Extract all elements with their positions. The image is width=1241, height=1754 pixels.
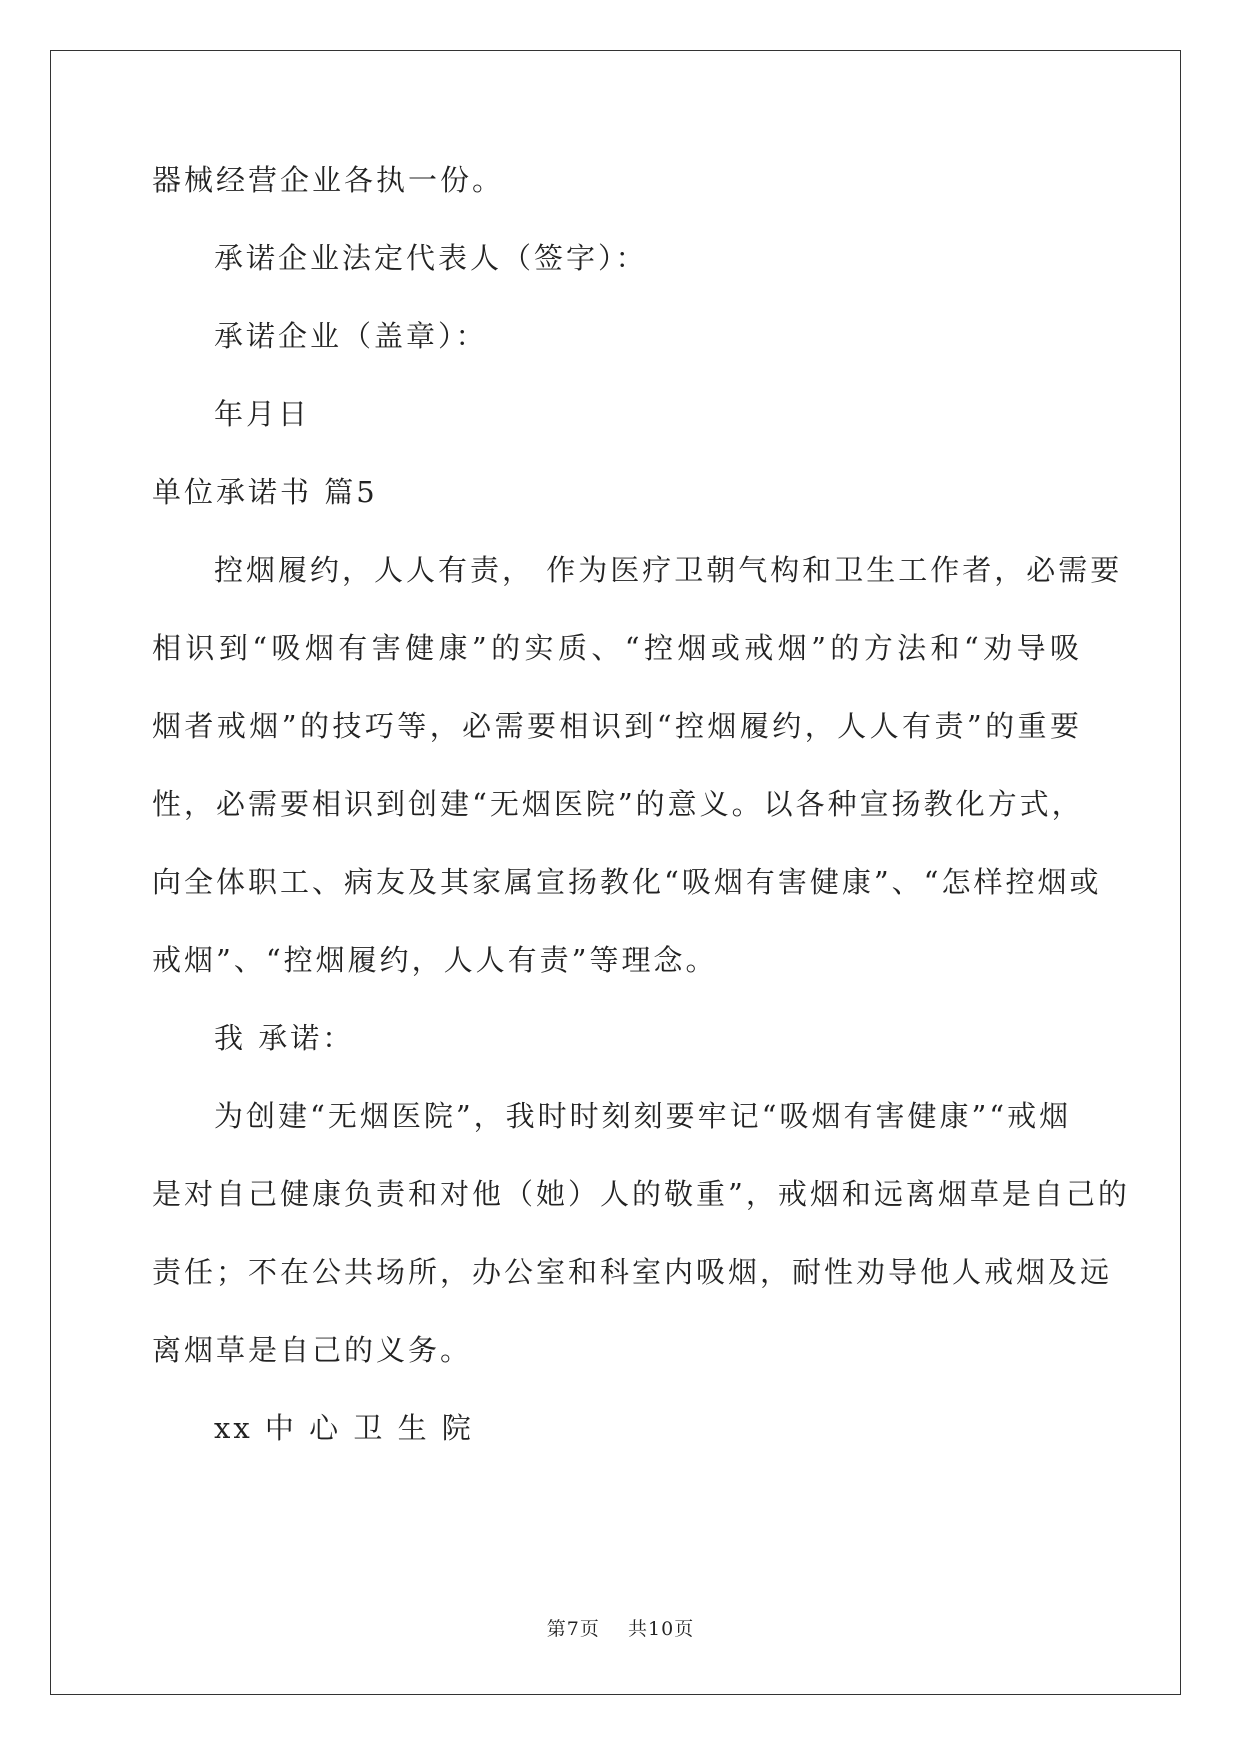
text-line-9: 性，必需要相识到创建“无烟医院”的意义。以各种宣扬教化方式， [152, 787, 1084, 821]
text-line-14: 是对自己健康负责和对他（她）人的敬重”，戒烟和远离烟草是自己的 [152, 1177, 1130, 1211]
text-line-1: 器械经营企业各执一份。 [152, 163, 505, 197]
pledge-heading: 我 承诺： [214, 1021, 355, 1055]
page-number: 第7页 [546, 1618, 600, 1640]
organization-name: xx 中 心 卫 生 院 [214, 1411, 474, 1445]
section-heading: 单位承诺书 篇5 [152, 475, 378, 509]
signature-rep-line: 承诺企业法定代表人（签字）： [214, 241, 648, 275]
text-line-6: 控烟履约，人人有责， 作为医疗卫朝气构和卫生工作者，必需要 [214, 553, 1123, 587]
text-line-7: 相识到“吸烟有害健康”的实质、“控烟或戒烟”的方法和“劝导吸 [152, 631, 1082, 665]
text-line-8: 烟者戒烟”的技巧等，必需要相识到“控烟履约，人人有责”的重要 [152, 709, 1082, 743]
page-footer [0, 1614, 1241, 1641]
text-line-11: 戒烟”、“控烟履约，人人有责”等理念。 [152, 943, 718, 977]
text-line-15: 责任；不在公共场所，办公室和科室内吸烟，耐性劝导他人戒烟及远 [152, 1255, 1113, 1289]
date-line: 年月日 [214, 397, 311, 431]
text-line-10: 向全体职工、病友及其家属宣扬教化“吸烟有害健康”、“怎样控烟或 [152, 865, 1102, 899]
company-seal-line: 承诺企业（盖章）： [214, 319, 488, 353]
page-total: 共10页 [628, 1618, 695, 1640]
text-line-13: 为创建“无烟医院”，我时时刻刻要牢记“吸烟有害健康”“戒烟 [214, 1099, 1072, 1133]
text-line-16: 离烟草是自己的义务。 [152, 1333, 473, 1367]
